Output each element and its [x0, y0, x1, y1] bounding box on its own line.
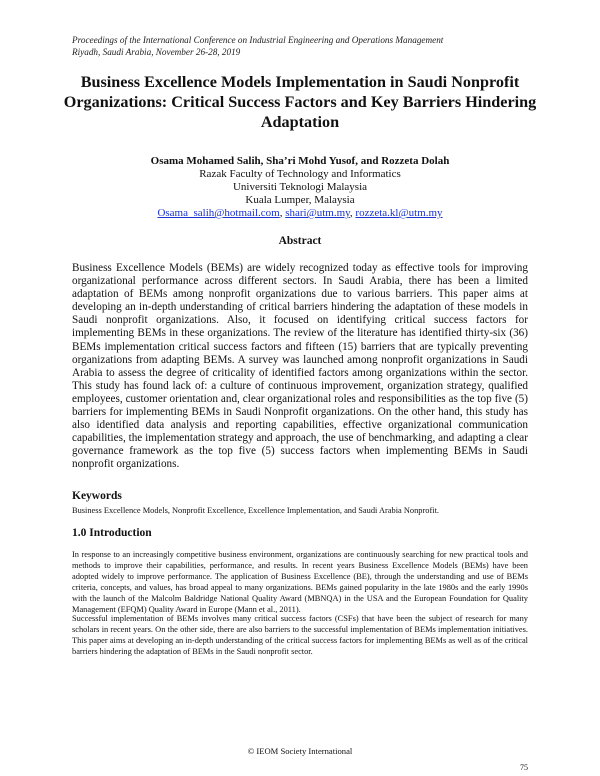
running-header: [72, 34, 532, 58]
section-heading-introduction: 1.0 Introduction: [72, 527, 152, 539]
intro-paragraph-2: Successful implementation of BEMs involves many critical success factors (CSFs) that have been the subject of research for many scholars in recent years. On the other side, there are also barriers to the successful implementation of BEMs implementation initiatives. This paper aims at developing an in-depth understanding of the critical success factors for implementing BEMs as well as of the critical barriers hindering the adaptation of BEMs in the Saudi nonprofit sector.: [72, 614, 528, 656]
email-link-3[interactable]: rozzeta.kl@utm.my: [355, 207, 443, 219]
abstract-text: Business Excellence Models (BEMs) are widely recognized today as effective tools for improving organizational performance across different sectors. In Saudi Arabia, there has been a limited adaptation of BEMs among nonprofit organizations due to various barriers. This paper aims at developing an in-depth understanding of critical barriers hindering the adaptation of these models in Saudi nonprofit organizations. Also, it focused on identifying critical success factors for implementing BEMs in these organizations. The review of the literature has identified thirty-six (36) BEMs implementation critical success factors and fifteen (15) barriers that are typically preventing organizations from adapting BEMs. A survey was launched among nonprofit organizations in Saudi Arabia to assess the degree of criticality of identified factors among organizations within the sector. This study has found lack of: a culture of continuous improvement, organization strategy, qualified employees, customer orientation and, clear organizational roles and responsibilities as the top five (5) barriers for implementing BEMs in Saudi Nonprofit organizations. On the other hand, this study has also identified data analysis and reporting capabilities, effective organizational communication capabilities, the implementation strategy and approach, the use of benchmarking, and adapting a clear governance framework as the top five (5) success factors when implementing BEMs in Saudi nonprofit organizations.: [72, 262, 528, 471]
author-emails: [60, 207, 540, 220]
email-link-2[interactable]: shari@utm.my: [285, 207, 350, 219]
keywords-heading: Keywords: [72, 490, 122, 502]
header-conference: Proceedings of the International Conference on Industrial Engineering and Operations Management: [72, 35, 444, 45]
page-number: 75: [520, 763, 528, 772]
affiliation-city: Kuala Lumper, Malaysia: [245, 194, 355, 206]
header-location: Riyadh, Saudi Arabia, November 26-28, 2019: [72, 47, 241, 57]
intro-paragraph-1: In response to an increasingly competitive business environment, organizations are continuously searching for new practical tools and methods to improve their capabilities, performance, and results. In recent years Business Excellence Models (BEMs) have been adopted widely to improve performance. The application of Business Excellence (BE), through the understanding and use of BEMs criteria, concepts, and values, has broad appeal to many organizations. BEMs gained popularity in the late 1980s and the early 1990s with the launch of the Malcolm Baldridge National Quality Award (MBNQA) in the USA and the European Foundation for Quality Management (EFQM) Quality Award in Europe (Mann et al., 2011).: [72, 550, 528, 614]
affiliation-faculty: Razak Faculty of Technology and Informatics: [199, 168, 401, 180]
author-block: [60, 155, 540, 220]
keywords-text: Business Excellence Models, Nonprofit Excellence, Excellence Implementation, and Saudi Arabia Nonprofit.: [72, 506, 439, 515]
author-names: Osama Mohamed Salih, Sha’ri Mohd Yusof, and Rozzeta Dolah: [150, 155, 450, 167]
footer-copyright: © IEOM Society International: [247, 746, 353, 756]
email-separator: ,: [279, 207, 286, 219]
affiliation-university: Universiti Teknologi Malaysia: [232, 181, 368, 193]
abstract-heading: Abstract: [278, 235, 322, 247]
email-separator: ,: [349, 207, 356, 219]
paper-title: Business Excellence Models Implementation in Saudi Nonprofit Organizations: Critical Success Factors and Key Barriers Hindering Adaptation: [63, 73, 537, 131]
email-link-1[interactable]: Osama_salih@hotmail.com: [157, 207, 280, 219]
